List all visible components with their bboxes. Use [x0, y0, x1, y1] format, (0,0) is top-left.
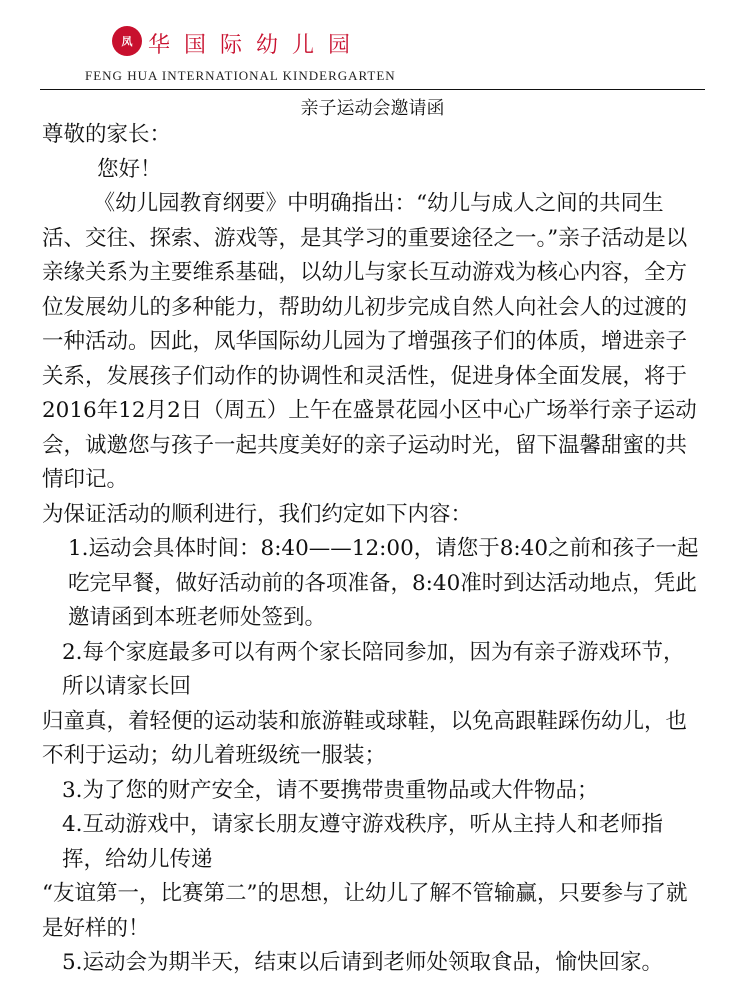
- list-item-2-part-a: 2.每个家庭最多可以有两个家长陪同参加，因为有亲子游戏环节，所以请家长回: [62, 639, 685, 699]
- letter-body: [42, 118, 702, 981]
- salutation: 尊敬的家长：: [42, 122, 172, 147]
- school-logo-icon: 凤: [112, 26, 142, 56]
- letterhead: [0, 0, 745, 95]
- list-item-1: 1.运动会具体时间：8:40——12:00，请您于8:40之前和孩子一起吃完早餐，做好活动前的各项准备，8:40准时到达活动地点，凭此邀请函到本班老师处签到。: [68, 536, 699, 630]
- greeting: 您好！: [97, 156, 162, 182]
- header-divider: [40, 89, 705, 90]
- list-item-4-part-b: “友谊第一，比赛第二”的思想，让幼儿了解不管输赢，只要参与了就是好样的！: [42, 881, 688, 941]
- list-item-5: 5.运动会为期半天，结束以后请到老师处领取食品，愉快回家。: [62, 950, 664, 975]
- document-title: 亲子运动会邀请函: [300, 98, 445, 119]
- intro-paragraph: 《幼儿园教育纲要》中明确指出：“幼儿与成人之间的共同生活、交往、探索、游戏等，是其学习的重要途径之一。”亲子活动是以亲缘关系为主要维系基础，以幼儿与家长互动游戏为核心内容，全方位发展幼儿的多种能力，帮助幼儿初步完成自然人向社会人的过渡的一种活动。因此，凤华国际幼儿园为了增强孩子们的体质，增进亲子关系，发展孩子们动作的协调性和灵活性，促进身体全面发展，将于2016年12月2日（周五）上午在盛景花园小区中心广场举行亲子运动会，诚邀您与孩子一起共度美好的亲子运动时光，留下温馨甜蜜的共情印记。: [42, 191, 697, 492]
- lead-paragraph: 为保证活动的顺利进行，我们约定如下内容：: [42, 501, 473, 527]
- school-name-english: FENG HUA INTERNATIONAL KINDERGARTEN: [85, 68, 396, 83]
- list-item-4-part-a: 4.互动游戏中，请家长朋友遵守游戏秩序，听从主持人和老师指挥，给幼儿传递: [62, 812, 664, 872]
- list-item-2-part-b: 归童真，着轻便的运动装和旅游鞋或球鞋，以免高跟鞋踩伤幼儿，也不利于运动；幼儿着班级统一服装；: [42, 708, 688, 768]
- list-item-3: 3.为了您的财产安全，请不要携带贵重物品或大件物品；: [62, 777, 599, 803]
- school-name-chinese: 华国际幼儿园: [148, 33, 365, 58]
